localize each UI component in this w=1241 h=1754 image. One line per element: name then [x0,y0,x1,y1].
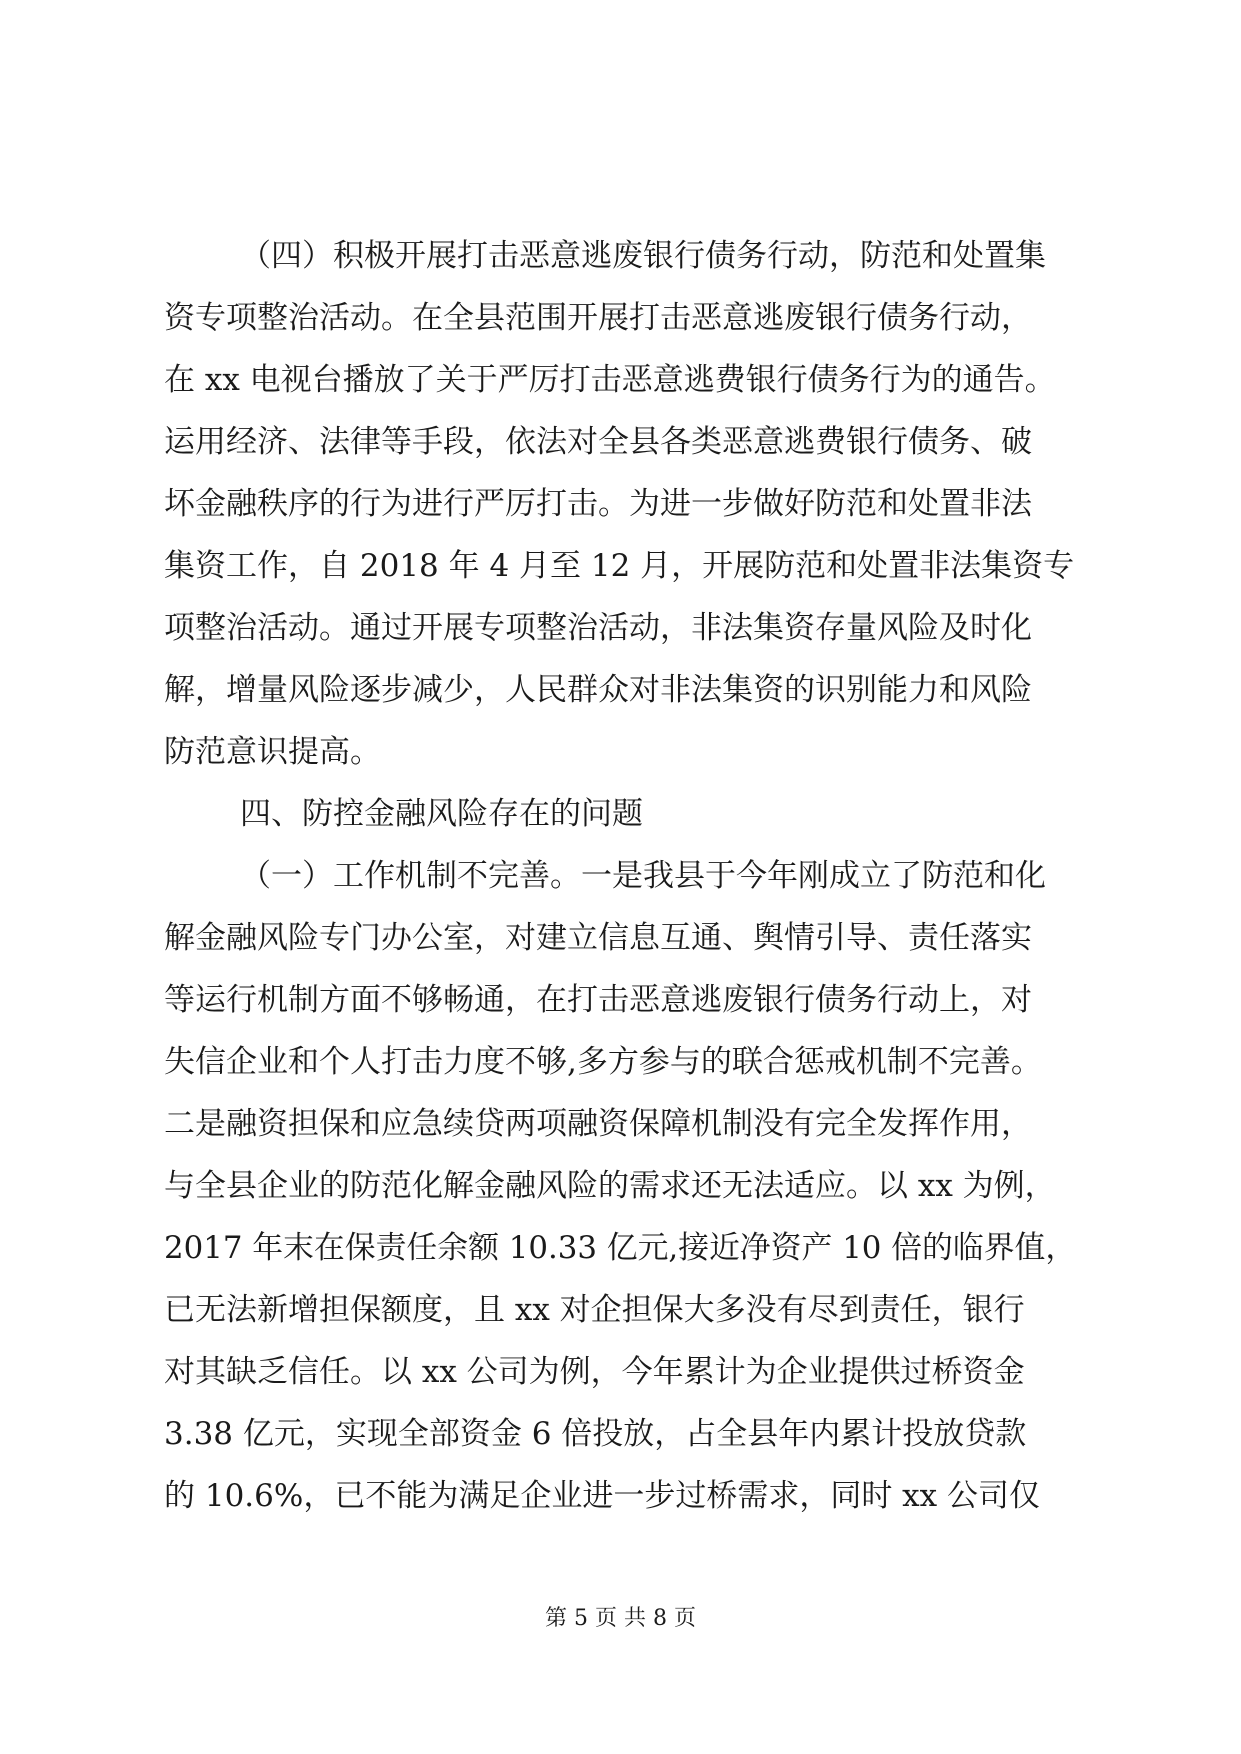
text-line: 项整治活动。通过开展专项整治活动，非法集资存量风险及时化 [164,610,1032,646]
text-line: 3.38 亿元，实现全部资金 6 倍投放，占全县年内累计投放贷款 [164,1416,1027,1452]
text-line: 解，增量风险逐步减少，人民群众对非法集资的识别能力和风险 [164,672,1032,708]
text-line: 已无法新增担保额度，且 xx 对企担保大多没有尽到责任，银行 [164,1292,1025,1328]
text-line: 坏金融秩序的行为进行严厉打击。为进一步做好防范和处置非法 [164,486,1032,522]
text-line: 对其缺乏信任。以 xx 公司为例，今年累计为企业提供过桥资金 [164,1354,1025,1390]
page-footer: 第 5 页 共 8 页 [545,1606,696,1631]
text-line: 与全县企业的防范化解金融风险的需求还无法适应。以 xx 为例， [164,1168,1056,1204]
text-line: 二是融资担保和应急续贷两项融资保障机制没有完全发挥作用， [164,1106,1032,1142]
text-line: 解金融风险专门办公室，对建立信息互通、舆情引导、责任落实 [164,920,1032,956]
text-line: 在 xx 电视台播放了关于严厉打击恶意逃费银行债务行为的通告。 [164,362,1056,398]
text-line: （四）积极开展打击恶意逃废银行债务行动，防范和处置集 [240,238,1046,274]
text-line: 2017 年末在保责任余额 10.33 亿元,接近净资产 10 倍的临界值， [164,1230,1077,1266]
text-line: 运用经济、法律等手段，依法对全县各类恶意逃费银行债务、破 [164,424,1032,460]
text-line: （一）工作机制不完善。一是我县于今年刚成立了防范和化 [240,858,1046,894]
section-heading: 四、防控金融风险存在的问题 [240,796,643,832]
text-line: 防范意识提高。 [164,734,381,770]
text-line: 资专项整治活动。在全县范围开展打击恶意逃废银行债务行动， [164,300,1032,336]
text-line: 集资工作，自 2018 年 4 月至 12 月，开展防范和处置非法集资专 [164,548,1075,584]
text-line: 等运行机制方面不够畅通，在打击恶意逃废银行债务行动上，对 [164,982,1032,1018]
text-line: 的 10.6%，已不能为满足企业进一步过桥需求，同时 xx 公司仅 [164,1478,1041,1514]
text-line: 失信企业和个人打击力度不够,多方参与的联合惩戒机制不完善。 [164,1044,1042,1080]
